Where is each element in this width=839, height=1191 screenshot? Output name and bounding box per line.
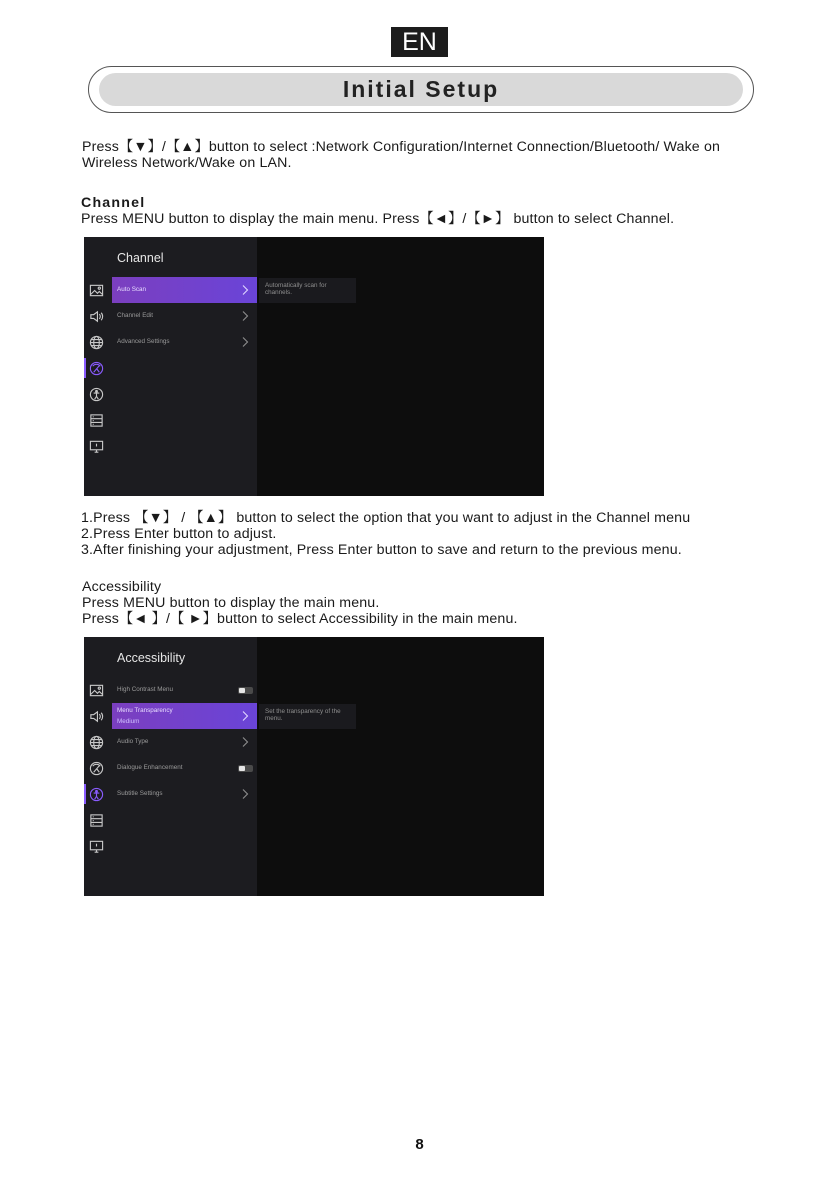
page-number: 8: [415, 1136, 424, 1153]
sidebar-active-marker: [84, 784, 86, 804]
chevron-right-icon: [239, 736, 251, 748]
sound-icon[interactable]: [89, 709, 104, 724]
menu-item-value: Medium: [117, 718, 140, 725]
accessibility-line-1: Press MENU button to display the main menu.: [82, 595, 380, 611]
sound-icon[interactable]: [89, 309, 104, 324]
picture-icon[interactable]: [89, 283, 104, 298]
accessibility-icon[interactable]: [89, 387, 104, 402]
accessibility-line-2: Press【◄ 】/【 ►】button to select Accessibility in the main menu.: [82, 611, 518, 627]
channel-icon[interactable]: [89, 761, 104, 776]
channel-icon[interactable]: [89, 361, 104, 376]
channel-step-3: 3.After finishing your adjustment, Press Enter button to save and return to the previous menu.: [81, 542, 682, 558]
chevron-right-icon: [239, 788, 251, 800]
network-icon[interactable]: [89, 735, 104, 750]
menu-title: Channel: [117, 251, 164, 265]
menu-item-dialogue-enhancement[interactable]: [112, 755, 257, 781]
dialogue-enhancement-toggle[interactable]: [238, 765, 253, 772]
high-contrast-toggle[interactable]: [238, 687, 253, 694]
menu-item-advanced-settings[interactable]: [112, 329, 257, 355]
network-icon[interactable]: [89, 335, 104, 350]
chevron-right-icon: [239, 284, 251, 296]
support-icon[interactable]: [89, 439, 104, 454]
channel-step-2: 2.Press Enter button to adjust.: [81, 526, 277, 542]
system-icon[interactable]: [89, 813, 104, 828]
language-badge: EN: [391, 27, 448, 57]
description-text: Automatically scan for channels.: [265, 282, 327, 296]
intro-line-1: Press【▼】/【▲】button to select :Network Configuration/Internet Connection/Bluetooth/ Wake on: [82, 139, 721, 155]
accessibility-heading: Accessibility: [82, 579, 162, 595]
menu-item-label: Auto Scan: [117, 286, 147, 293]
support-icon[interactable]: [89, 839, 104, 854]
menu-title: Accessibility: [117, 651, 186, 665]
description-text: Set the transparency of the menu.: [265, 708, 341, 722]
channel-menu-screenshot: [84, 237, 544, 496]
menu-item-menu-transparency[interactable]: [112, 703, 257, 729]
menu-item-auto-scan[interactable]: [112, 277, 257, 303]
menu-item-subtitle-settings[interactable]: [112, 781, 257, 807]
description-box: [259, 704, 356, 729]
menu-item-high-contrast-menu[interactable]: [112, 677, 257, 703]
sidebar: [84, 237, 110, 496]
menu-item-audio-type[interactable]: [112, 729, 257, 755]
chevron-right-icon: [239, 336, 251, 348]
menu-item-label: Menu Transparency: [117, 707, 173, 714]
chevron-right-icon: [239, 710, 251, 722]
chevron-right-icon: [239, 310, 251, 322]
section-title-banner: [88, 66, 754, 113]
menu-item-label: Subtitle Settings: [117, 790, 163, 797]
toggle-knob: [239, 766, 245, 771]
menu-item-label: Channel Edit: [117, 312, 154, 319]
description-box: [259, 278, 356, 303]
sidebar: [84, 637, 110, 896]
intro-line-2: Wireless Network/Wake on LAN.: [82, 155, 292, 171]
menu-item-channel-edit[interactable]: [112, 303, 257, 329]
menu-item-label: Dialogue Enhancement: [117, 764, 183, 771]
toggle-knob: [239, 688, 245, 693]
menu-item-label: Audio Type: [117, 738, 149, 745]
menu-item-label: Advanced Settings: [117, 338, 170, 345]
channel-heading: Channel: [81, 195, 146, 211]
accessibility-menu-screenshot: [84, 637, 544, 896]
sidebar-active-marker: [84, 358, 86, 378]
menu-item-label: High Contrast Menu: [117, 686, 173, 693]
accessibility-icon[interactable]: [89, 787, 104, 802]
channel-instruction: Press MENU button to display the main menu. Press【◄】/【►】 button to select Channel.: [81, 211, 675, 227]
picture-icon[interactable]: [89, 683, 104, 698]
channel-step-1: 1.Press 【▼】 / 【▲】 button to select the option that you want to adjust in the Channel menu: [81, 510, 691, 526]
system-icon[interactable]: [89, 413, 104, 428]
page-title: Initial Setup: [99, 73, 743, 106]
